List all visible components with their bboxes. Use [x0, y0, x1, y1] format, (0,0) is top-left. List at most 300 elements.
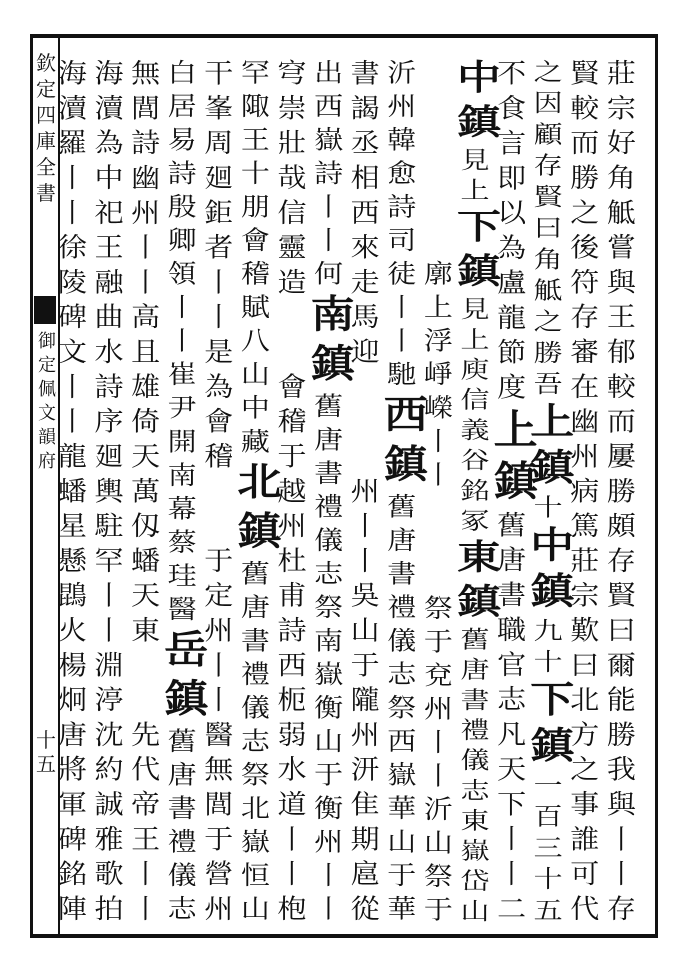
glyph: 志: [460, 776, 490, 804]
glyph: 瀆: [94, 92, 124, 124]
glyph: 丨: [204, 649, 234, 681]
glyph: [420, 525, 456, 558]
margin-char: 御: [38, 331, 56, 352]
glyph: 中: [94, 162, 124, 194]
text-column: [201, 56, 237, 926]
glyph: 閭: [131, 92, 161, 124]
glyph: 枹: [277, 893, 307, 925]
glyph: 節: [497, 336, 527, 369]
glyph: 之: [570, 197, 600, 229]
glyph: 而: [570, 127, 600, 159]
glyph: 好: [606, 127, 636, 159]
glyph: [201, 509, 237, 544]
glyph: 州: [350, 475, 380, 507]
glyph: 曰: [570, 649, 600, 681]
glyph: 書: [460, 686, 490, 714]
glyph: 頗: [606, 510, 636, 542]
glyph: 官: [497, 649, 527, 681]
glyph: 賢: [533, 182, 563, 211]
text-column: [383, 56, 428, 926]
glyph: 浮: [423, 325, 453, 356]
glyph: 十: [240, 158, 270, 189]
glyph: 從: [350, 893, 380, 925]
headword-glyph: 西: [383, 392, 428, 438]
glyph: 州: [204, 893, 234, 925]
glyph: [420, 123, 456, 156]
glyph: 且: [131, 336, 161, 368]
glyph: 相: [350, 162, 380, 194]
glyph: 州: [204, 614, 234, 646]
glyph: 走: [350, 266, 380, 298]
glyph: 禮: [314, 491, 344, 522]
glyph: 丨: [204, 266, 234, 298]
glyph: 信: [277, 197, 307, 229]
margin-char: 四: [36, 103, 56, 127]
margin-char: 書: [36, 181, 56, 205]
glyph: 銘: [460, 476, 490, 504]
frame-right-rule: [655, 34, 658, 938]
glyph: 祭: [387, 692, 417, 723]
glyph: 崢: [423, 359, 453, 390]
glyph: 枙: [277, 684, 307, 716]
glyph: 谷: [460, 446, 490, 474]
glyph: 弱: [277, 719, 307, 751]
text-column: [493, 56, 538, 926]
glyph: 嘗: [606, 231, 636, 264]
headword-glyph: 上: [493, 406, 538, 454]
glyph: 職: [497, 614, 527, 646]
glyph: 韓: [387, 124, 417, 155]
glyph: 郁: [606, 336, 636, 368]
glyph: 先: [131, 719, 161, 751]
glyph: 徐: [57, 231, 87, 264]
glyph: 文: [57, 336, 87, 368]
glyph: 丨: [606, 823, 636, 855]
glyph: 存: [570, 301, 600, 333]
glyph: 幕: [167, 493, 197, 524]
glyph: 儀: [167, 860, 197, 891]
glyph: 謁: [350, 92, 380, 124]
glyph: 火: [57, 614, 87, 646]
margin-char: 府: [38, 451, 56, 472]
glyph: 尹: [167, 392, 197, 423]
glyph: 誠: [94, 788, 124, 820]
glyph: 淵: [94, 649, 124, 681]
glyph: 五: [533, 896, 563, 925]
glyph: 序: [94, 405, 124, 438]
glyph: 丨: [314, 191, 344, 222]
glyph: 無: [131, 57, 161, 89]
glyph: 王: [131, 823, 161, 855]
glyph: 北: [570, 684, 600, 716]
glyph: 白: [167, 57, 197, 88]
glyph: 而: [606, 405, 636, 438]
glyph: 丨: [423, 459, 453, 490]
glyph: 舊: [314, 391, 344, 422]
glyph: 丨: [204, 301, 234, 333]
margin-char: 欽: [36, 51, 56, 75]
glyph: 醫: [204, 719, 234, 751]
glyph: 方: [570, 719, 600, 751]
glyph: 代: [131, 753, 161, 786]
glyph: 丨: [131, 893, 161, 925]
glyph: 卿: [167, 225, 197, 256]
glyph: 病: [570, 475, 600, 507]
glyph: 拍: [94, 893, 124, 925]
glyph: 越: [277, 475, 307, 507]
glyph: 稽: [240, 258, 270, 289]
glyph: 書: [497, 579, 527, 611]
folio-char: 十: [36, 728, 56, 752]
frame-bottom-rule: [30, 934, 658, 938]
glyph: 十: [533, 647, 563, 676]
glyph: 杜: [277, 545, 307, 577]
headword-glyph: 上: [530, 401, 575, 444]
glyph: 篤: [570, 510, 600, 542]
glyph: 丨: [423, 426, 453, 456]
glyph: 于: [277, 440, 307, 472]
glyph: 莊: [606, 57, 636, 89]
glyph: 審: [570, 336, 600, 368]
glyph: 較: [570, 92, 600, 124]
glyph: 沈: [94, 719, 124, 751]
glyph: 天: [497, 753, 527, 785]
glyph: 一: [533, 771, 563, 800]
glyph: [128, 648, 164, 683]
glyph: 丨: [423, 760, 453, 791]
glyph: 賢: [606, 579, 636, 612]
glyph: 書: [387, 558, 417, 589]
glyph: 角: [533, 245, 563, 274]
glyph: 西: [314, 91, 344, 122]
glyph: 中: [240, 392, 270, 423]
glyph: 靈: [277, 231, 307, 264]
glyph: 儀: [387, 625, 417, 656]
glyph: 衡: [314, 793, 344, 824]
glyph: [347, 439, 383, 474]
glyph: 與: [606, 266, 636, 298]
glyph: 勝: [606, 475, 636, 507]
glyph: 倚: [131, 405, 161, 438]
glyph: 賦: [240, 292, 270, 323]
glyph: 志: [240, 726, 270, 757]
glyph: 丨: [57, 197, 87, 229]
glyph: 祭: [240, 759, 270, 790]
glyph: 穹: [277, 57, 307, 89]
headword-glyph: 鎮: [457, 581, 501, 623]
glyph: 王: [606, 301, 636, 333]
glyph: 丨: [131, 231, 161, 264]
glyph: 十: [533, 493, 563, 522]
glyph: 之: [533, 307, 563, 336]
glyph: 嶽: [314, 124, 344, 155]
glyph: 約: [94, 753, 124, 786]
glyph: 丨: [350, 545, 380, 577]
glyph: 期: [350, 823, 380, 855]
glyph: 哉: [277, 162, 307, 194]
text-column: [91, 56, 127, 926]
glyph: 存: [606, 545, 636, 577]
glyph: 之: [533, 57, 563, 86]
glyph: 誰: [570, 823, 600, 855]
glyph: 儀: [240, 692, 270, 723]
headword-glyph: 鎮: [530, 570, 575, 613]
frame-left-rule: [30, 34, 33, 938]
glyph: 藏: [240, 426, 270, 457]
glyph: 王: [94, 231, 124, 264]
glyph: 碑: [57, 823, 87, 855]
glyph: 丨: [57, 162, 87, 194]
glyph: 祭: [314, 592, 344, 623]
glyph: 歌: [94, 858, 124, 890]
margin-char: 韻: [38, 427, 56, 448]
glyph: 較: [606, 371, 636, 403]
glyph: 星: [57, 510, 87, 542]
glyph: 嶽: [387, 759, 417, 790]
glyph: 珪: [167, 560, 197, 591]
frame-top-rule: [30, 34, 658, 38]
glyph: 山: [314, 726, 344, 757]
glyph: 峯: [204, 92, 234, 124]
glyph: 龍: [57, 440, 87, 472]
glyph: 見: [460, 146, 490, 174]
glyph: 歎: [570, 614, 600, 646]
glyph: 輿: [94, 475, 124, 507]
headword-glyph: 下: [457, 206, 501, 248]
glyph: 州: [350, 719, 380, 751]
glyph: 山: [240, 359, 270, 390]
glyph: 罕: [94, 545, 124, 577]
glyph: 稽: [277, 405, 307, 438]
glyph: 舊: [167, 726, 197, 757]
glyph: 舊: [497, 509, 527, 541]
glyph: 山: [387, 826, 417, 857]
glyph: 因: [533, 88, 563, 117]
glyph: 後: [570, 231, 600, 264]
glyph: 之: [570, 753, 600, 786]
glyph: 廓: [423, 258, 453, 289]
glyph: 于: [314, 759, 344, 790]
text-column: [237, 56, 282, 926]
glyph: 天: [131, 579, 161, 612]
glyph: 八: [240, 325, 270, 356]
glyph: 于: [423, 894, 453, 925]
glyph: 華: [387, 893, 417, 924]
glyph: 代: [570, 893, 600, 925]
glyph: 詩: [277, 614, 307, 646]
glyph: 唐: [314, 424, 344, 455]
glyph: 水: [277, 753, 307, 786]
glyph: 壯: [277, 127, 307, 159]
glyph: 天: [131, 440, 161, 472]
glyph: 食: [497, 92, 527, 124]
glyph: 曰: [606, 614, 636, 646]
glyph: [420, 223, 456, 256]
glyph: 隴: [350, 684, 380, 716]
glyph: 角: [606, 162, 636, 194]
text-column: [567, 56, 603, 926]
glyph: 三: [533, 833, 563, 862]
glyph: 書: [314, 458, 344, 489]
glyph: 觝: [533, 276, 563, 305]
glyph: 羅: [57, 127, 87, 159]
glyph: 祭: [423, 861, 453, 892]
glyph: 嶽: [240, 826, 270, 857]
text-column: [54, 56, 90, 926]
glyph: 丨: [606, 858, 636, 890]
glyph: 唐: [240, 592, 270, 623]
glyph: 甫: [277, 579, 307, 612]
headword-glyph: 下: [530, 679, 575, 721]
glyph: 信: [460, 386, 490, 414]
glyph: 州: [387, 91, 417, 122]
glyph: 水: [94, 336, 124, 368]
glyph: 義: [460, 416, 490, 444]
glyph: 嶽: [460, 837, 490, 865]
glyph: 造: [277, 266, 307, 298]
glyph: 殷: [167, 191, 197, 222]
glyph: 即: [497, 162, 527, 194]
glyph: 高: [131, 301, 161, 333]
glyph: 丨: [57, 405, 87, 438]
glyph: 爾: [606, 649, 636, 681]
glyph: 舊: [240, 558, 270, 589]
headword-glyph: 鎮: [530, 447, 575, 490]
glyph: 山: [423, 827, 453, 858]
glyph: 萬: [131, 475, 161, 507]
glyph: 觝: [606, 197, 636, 229]
glyph: 何: [314, 258, 344, 289]
glyph: 丨: [314, 860, 344, 891]
fold-marker-block: [34, 296, 56, 324]
headword-glyph: 中: [530, 524, 575, 567]
glyph: 山: [350, 614, 380, 646]
glyph: 西: [277, 649, 307, 681]
text-column: [128, 56, 164, 926]
glyph: 嶸: [423, 392, 453, 423]
glyph: 勝: [570, 162, 600, 194]
glyph: 書: [167, 793, 197, 824]
glyph: 嶽: [314, 659, 344, 690]
glyph: 隹: [350, 788, 380, 820]
glyph: 幽: [131, 162, 161, 194]
glyph: 莊: [570, 545, 600, 577]
glyph: 州: [570, 440, 600, 472]
glyph: 北: [240, 793, 270, 824]
glyph: 龍: [497, 302, 527, 334]
text-column: [457, 56, 501, 926]
glyph: 丨: [314, 225, 344, 256]
glyph: 鵾: [57, 579, 87, 612]
glyph: 禮: [167, 826, 197, 857]
glyph: 為: [497, 232, 527, 264]
glyph: [420, 56, 456, 89]
glyph: 于: [204, 823, 234, 855]
glyph: 愈: [387, 158, 417, 189]
glyph: 丨: [94, 614, 124, 646]
glyph: 會: [240, 225, 270, 256]
glyph: 符: [570, 266, 600, 298]
glyph: 祭: [423, 593, 453, 624]
glyph: 陣: [57, 893, 87, 925]
glyph: 崇: [277, 92, 307, 124]
glyph: 存: [533, 151, 563, 180]
glyph: 幽: [570, 405, 600, 438]
glyph: 唐: [387, 525, 417, 556]
headword-glyph: 岳: [164, 627, 209, 673]
headword-glyph: 鎮: [383, 442, 428, 488]
glyph: 蔡: [167, 526, 197, 557]
glyph: 周: [204, 127, 234, 159]
glyph: 詩: [94, 371, 124, 403]
glyph: 徒: [387, 258, 417, 289]
glyph: 定: [204, 579, 234, 612]
glyph: 于: [350, 649, 380, 681]
glyph: 可: [570, 858, 600, 890]
glyph: 于: [204, 545, 234, 577]
glyph: 為: [204, 371, 234, 403]
glyph: 雅: [94, 823, 124, 855]
glyph: 者: [204, 231, 234, 264]
headword-glyph: 鎮: [310, 341, 355, 387]
glyph: 丨: [423, 727, 453, 758]
text-column: [420, 56, 456, 926]
glyph: 在: [570, 371, 600, 403]
glyph: 鉅: [204, 197, 234, 229]
glyph: 懸: [57, 545, 87, 577]
glyph: [420, 491, 456, 524]
glyph: 唐: [460, 656, 490, 684]
glyph: 領: [167, 258, 197, 289]
glyph: 唐: [497, 544, 527, 576]
glyph: 崔: [167, 359, 197, 390]
glyph: [420, 156, 456, 189]
glyph: 丨: [277, 858, 307, 890]
glyph: 是: [204, 336, 234, 368]
glyph: 來: [350, 231, 380, 264]
glyph: 衡: [314, 692, 344, 723]
glyph: [274, 300, 310, 335]
glyph: 言: [497, 127, 527, 159]
glyph: 上: [460, 325, 490, 353]
glyph: [347, 404, 383, 439]
text-column: [164, 56, 209, 926]
glyph: 志: [497, 683, 527, 716]
text-column: [347, 56, 383, 926]
glyph: 庾: [460, 356, 490, 384]
glyph: 華: [387, 793, 417, 824]
glyph: 稽: [204, 440, 234, 472]
glyph: 舊: [460, 626, 490, 654]
glyph: 顧: [533, 120, 563, 149]
glyph: 丨: [94, 579, 124, 612]
glyph: 州: [131, 197, 161, 229]
glyph: 不: [497, 57, 527, 90]
headword-glyph: 鎮: [457, 251, 501, 292]
glyph: 禮: [240, 659, 270, 690]
glyph: 度: [497, 371, 527, 404]
glyph: 居: [167, 91, 197, 122]
glyph: 南: [167, 459, 197, 490]
glyph: 十: [533, 864, 563, 893]
glyph: 易: [167, 124, 197, 155]
glyph: 將: [57, 753, 87, 786]
margin-char: 定: [36, 77, 56, 101]
glyph: 丨: [497, 858, 527, 890]
headword-glyph: 鎮: [457, 102, 501, 143]
glyph: 下: [497, 788, 527, 820]
glyph: 志: [314, 558, 344, 589]
